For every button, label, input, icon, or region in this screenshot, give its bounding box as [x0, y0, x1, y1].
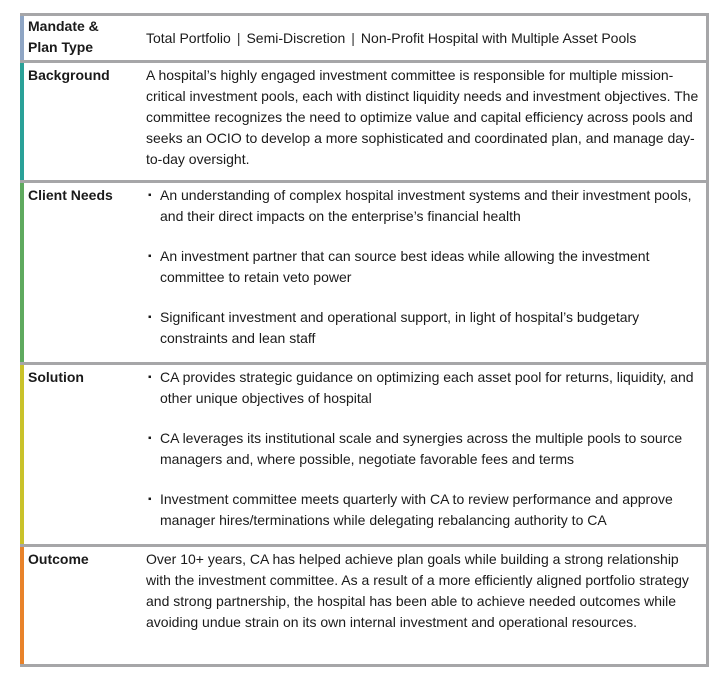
row-mandate-plan-type — [20, 16, 706, 60]
row-outcome — [20, 544, 706, 664]
bullet-icon: ▪ — [148, 433, 152, 444]
row-color-bar — [20, 16, 24, 60]
row-color-bar — [20, 63, 24, 180]
separator: | — [351, 29, 355, 46]
row-content — [146, 365, 706, 544]
row-label: Client Needs — [28, 187, 113, 203]
row-content — [146, 183, 706, 362]
mandate-part: Non-Profit Hospital with Multiple Asset Pools — [360, 29, 637, 46]
row-color-bar — [20, 365, 24, 544]
bullet-list — [146, 185, 700, 349]
list-item-text: An investment partner that can source best ideas while allowing the investment committee to retain veto power — [160, 248, 650, 285]
list-item — [146, 307, 700, 349]
list-item-text: CA leverages its institutional scale and synergies across the multiple pools to source managers and, where possible, negotiate favorable fees and terms — [160, 430, 683, 467]
list-item-text: CA provides strategic guidance on optimizing each asset pool for returns, liquidity, and other unique objectives of hospital — [160, 369, 694, 406]
row-solution — [20, 362, 706, 544]
list-item — [146, 185, 700, 227]
list-item — [146, 489, 700, 531]
row-content — [146, 63, 706, 180]
row-content — [146, 547, 706, 664]
row-color-bar — [20, 183, 24, 362]
row-label — [20, 16, 146, 60]
bullet-icon: ▪ — [148, 190, 152, 201]
list-item — [146, 246, 700, 288]
list-item — [146, 367, 700, 409]
row-color-bar — [20, 547, 24, 664]
row-label: Background — [28, 67, 110, 83]
list-item — [146, 428, 700, 470]
row-client-needs — [20, 180, 706, 362]
bullet-icon: ▪ — [148, 372, 152, 383]
row-label: Solution — [28, 369, 84, 385]
bullet-icon: ▪ — [148, 251, 152, 262]
list-item-text: Significant investment and operational support, in light of hospital’s budgetary constraints and lean staff — [160, 309, 640, 346]
row-content — [146, 16, 706, 60]
label-line: Mandate & — [28, 18, 99, 34]
mandate-part: Total Portfolio — [146, 29, 231, 46]
bullet-list — [146, 367, 700, 531]
list-item-text: An understanding of complex hospital investment systems and their investment pools, and their direct impacts on the enterprise’s financial health — [160, 187, 692, 224]
outcome-text: Over 10+ years, CA has helped achieve plan goals while building a strong relationship with the investment committee. As a result of a more efficiently aligned portfolio strategy and strong partnership, the hospital has been able to achieve needed outcomes while avoiding undue strain on its own internal investment and operational resources. — [146, 551, 689, 630]
mandate-part: Semi-Discretion — [246, 29, 346, 46]
bullet-icon: ▪ — [148, 312, 152, 323]
label-line: Plan Type — [28, 39, 94, 55]
separator: | — [236, 29, 241, 46]
bullet-icon: ▪ — [148, 494, 152, 505]
list-item-text: Investment committee meets quarterly with CA to review performance and approve manager hires/terminations while delegating rebalancing authority to CA — [160, 491, 673, 528]
row-label: Outcome — [28, 551, 89, 567]
case-study-table — [20, 13, 709, 667]
background-text: A hospital’s highly engaged investment committee is responsible for multiple mission-critical investment pools, each with distinct liquidity needs and investment objectives. The committee recognizes the need to optimize value and capital efficiency across pools and seeks an OCIO to develop a more sophisticated and coordinated plan, and manage day-to-day oversight. — [146, 67, 699, 167]
row-background — [20, 60, 706, 180]
